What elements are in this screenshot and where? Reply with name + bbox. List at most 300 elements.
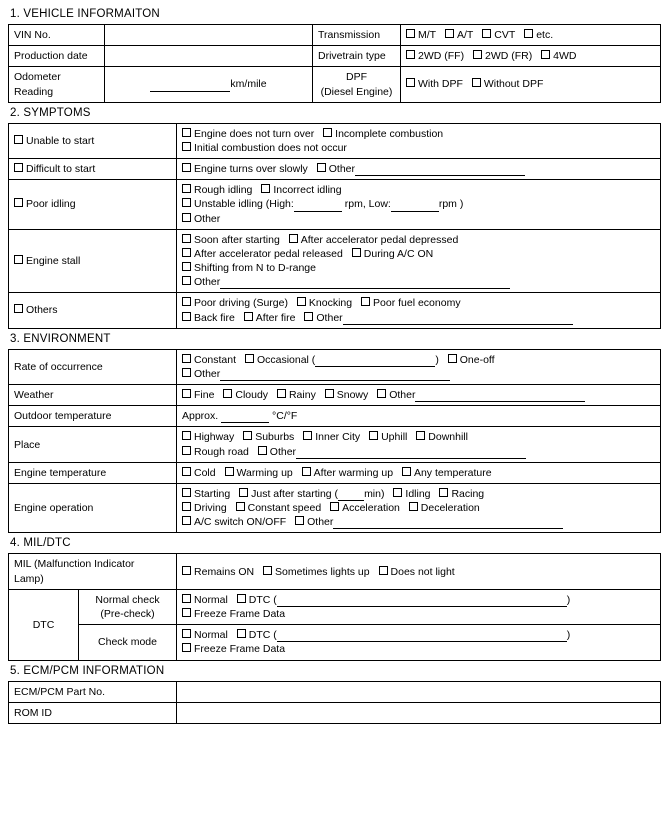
option-label: After fire bbox=[255, 311, 296, 324]
write-in-line[interactable] bbox=[277, 632, 567, 642]
option-label: Freeze Frame Data bbox=[194, 607, 286, 620]
checkbox-icon[interactable] bbox=[182, 629, 191, 638]
checkbox-icon[interactable] bbox=[352, 248, 361, 257]
checkbox-icon[interactable] bbox=[369, 431, 378, 440]
option-label: Rough idling bbox=[194, 184, 253, 197]
option-label: Shifting from N to D-range bbox=[194, 262, 316, 275]
checkbox-icon[interactable] bbox=[182, 608, 191, 617]
checkbox-option[interactable] bbox=[182, 212, 220, 226]
checkbox-option[interactable] bbox=[182, 607, 285, 621]
checkbox-icon[interactable] bbox=[182, 488, 191, 497]
checkbox-icon[interactable] bbox=[182, 262, 191, 271]
write-in-line[interactable] bbox=[338, 491, 364, 501]
checkbox-option[interactable] bbox=[473, 49, 532, 63]
option-label: 2WD (FF) bbox=[418, 50, 465, 63]
option-label: Other bbox=[389, 389, 416, 402]
checkbox-option[interactable] bbox=[406, 49, 464, 63]
checkbox-icon[interactable] bbox=[439, 488, 448, 497]
option-label: With DPF bbox=[418, 78, 463, 91]
write-in-line[interactable] bbox=[221, 414, 269, 424]
vehicle-information-table bbox=[8, 24, 661, 103]
symptom-label-text: Unable to start bbox=[26, 134, 95, 147]
checkbox-option[interactable] bbox=[225, 466, 293, 480]
odometer-label-line1: Odometer bbox=[14, 71, 61, 84]
checkbox-icon[interactable] bbox=[182, 276, 191, 285]
option-label: Uphill bbox=[381, 431, 408, 444]
checkbox-icon[interactable] bbox=[325, 389, 334, 398]
table-row bbox=[9, 293, 661, 328]
checkbox-option[interactable] bbox=[182, 353, 236, 367]
checkbox-option[interactable] bbox=[524, 28, 553, 42]
checkbox-icon[interactable] bbox=[448, 354, 457, 363]
checkbox-icon[interactable] bbox=[244, 312, 253, 321]
checkbox-icon[interactable] bbox=[302, 467, 311, 476]
option-label: Occasional ( bbox=[256, 353, 316, 366]
dtc-normal-check-label bbox=[79, 589, 177, 624]
checkbox-icon[interactable] bbox=[406, 78, 415, 87]
mil-label bbox=[9, 554, 177, 589]
option-label-suffix: ) bbox=[435, 353, 439, 366]
checkbox-option[interactable] bbox=[409, 501, 480, 515]
option-label: Just after starting ( bbox=[251, 487, 339, 500]
dtc-check-mode-options[interactable] bbox=[177, 625, 661, 660]
checkbox-icon[interactable] bbox=[182, 431, 191, 440]
option-label: M/T bbox=[418, 29, 437, 41]
option-label: Inner City bbox=[315, 431, 361, 444]
option-label: Other bbox=[194, 367, 221, 380]
option-label: Cold bbox=[194, 466, 216, 479]
option-label: Constant bbox=[194, 353, 237, 366]
checkbox-icon[interactable] bbox=[379, 566, 388, 575]
option-label: 2WD (FR) bbox=[485, 50, 533, 63]
symptom-label-engine-stall bbox=[9, 229, 177, 293]
checkbox-option[interactable] bbox=[393, 487, 430, 501]
option-label: etc. bbox=[536, 29, 554, 41]
vin-label: VIN No. bbox=[9, 25, 105, 46]
checkbox-option[interactable] bbox=[295, 515, 563, 529]
checkbox-option[interactable] bbox=[182, 466, 216, 480]
checkbox-icon[interactable] bbox=[182, 213, 191, 222]
section-1-title: 1. VEHICLE INFORMAITON bbox=[10, 8, 160, 20]
symptom-options-poor-idling[interactable] bbox=[177, 180, 661, 230]
checkbox-icon[interactable] bbox=[482, 29, 491, 38]
checkbox-option[interactable] bbox=[182, 565, 254, 579]
option-label: CVT bbox=[494, 29, 516, 41]
checkbox-option[interactable] bbox=[182, 487, 230, 501]
option-label: Normal bbox=[194, 593, 228, 606]
checkbox-icon[interactable] bbox=[182, 198, 191, 207]
option-label: Snowy bbox=[336, 389, 369, 402]
checkbox-option[interactable] bbox=[244, 311, 296, 325]
odometer-value-field[interactable] bbox=[105, 67, 313, 102]
checkbox-icon[interactable] bbox=[223, 389, 232, 398]
checkbox-option[interactable] bbox=[237, 628, 571, 642]
approx-label: Approx. bbox=[182, 410, 219, 423]
checkbox-icon[interactable] bbox=[472, 78, 481, 87]
table-row bbox=[9, 589, 661, 624]
checkbox-icon[interactable] bbox=[182, 297, 191, 306]
dpf-label bbox=[313, 67, 401, 102]
table-row bbox=[9, 483, 661, 533]
checkbox-icon[interactable] bbox=[182, 502, 191, 511]
option-label: Other bbox=[316, 311, 343, 324]
checkbox-option[interactable] bbox=[182, 593, 228, 607]
option-label-suffix: rpm ) bbox=[438, 198, 464, 211]
checkbox-option[interactable] bbox=[182, 261, 316, 275]
checkbox-icon[interactable] bbox=[14, 304, 23, 313]
write-in-line[interactable] bbox=[355, 166, 525, 176]
unstable-idling-option[interactable] bbox=[182, 197, 655, 211]
option-label: Deceleration bbox=[420, 502, 480, 515]
option-label: Constant speed bbox=[247, 502, 322, 515]
option-label: Acceleration bbox=[342, 502, 400, 515]
option-label: After warming up bbox=[313, 466, 394, 479]
option-label: Initial combustion does not occur bbox=[194, 141, 347, 154]
write-in-line[interactable] bbox=[333, 520, 563, 530]
odometer-label-line2: Reading bbox=[14, 85, 54, 98]
checkbox-icon[interactable] bbox=[473, 50, 482, 59]
env-label-weather: Weather bbox=[9, 385, 177, 406]
table-row bbox=[9, 123, 661, 158]
checkbox-icon[interactable] bbox=[14, 255, 23, 264]
option-label: Normal bbox=[194, 629, 228, 642]
checkbox-option[interactable] bbox=[182, 233, 280, 247]
checkbox-option[interactable] bbox=[258, 445, 526, 459]
option-label-suffix: ) bbox=[566, 629, 571, 642]
checkbox-icon[interactable] bbox=[258, 446, 267, 455]
checkbox-option[interactable] bbox=[297, 296, 352, 310]
option-label: Incorrect idling bbox=[273, 184, 342, 197]
drivetrain-label: Drivetrain type bbox=[313, 46, 401, 67]
option-label: Engine turns over slowly bbox=[194, 163, 308, 176]
write-in-line[interactable] bbox=[220, 279, 510, 289]
drivetrain-options[interactable] bbox=[401, 46, 661, 67]
write-in-line[interactable] bbox=[391, 202, 439, 212]
env-label-place: Place bbox=[9, 427, 177, 462]
checkbox-icon[interactable] bbox=[361, 297, 370, 306]
checkbox-icon[interactable] bbox=[289, 234, 298, 243]
option-label: Poor fuel economy bbox=[373, 297, 461, 310]
option-label: Poor driving (Surge) bbox=[194, 297, 288, 310]
checkbox-icon[interactable] bbox=[182, 163, 191, 172]
option-label: Racing bbox=[451, 487, 485, 500]
checkbox-icon[interactable] bbox=[402, 467, 411, 476]
section-2-title: 2. SYMPTOMS bbox=[10, 106, 91, 119]
checkbox-option[interactable] bbox=[223, 388, 268, 402]
option-label: Other bbox=[328, 163, 355, 176]
option-label: A/C switch ON/OFF bbox=[194, 516, 287, 529]
checkbox-option[interactable] bbox=[361, 296, 461, 310]
checkbox-option[interactable] bbox=[317, 162, 525, 176]
checkbox-icon[interactable] bbox=[416, 431, 425, 440]
checkbox-option[interactable] bbox=[541, 49, 576, 63]
write-in-line[interactable] bbox=[343, 315, 573, 325]
checkbox-icon[interactable] bbox=[237, 594, 246, 603]
checkbox-icon[interactable] bbox=[297, 297, 306, 306]
write-in-line[interactable] bbox=[315, 357, 435, 367]
symptom-label-text: Difficult to start bbox=[26, 163, 96, 176]
checkbox-option[interactable] bbox=[182, 247, 343, 261]
checkbox-option[interactable] bbox=[377, 388, 585, 402]
checkbox-option[interactable] bbox=[182, 183, 252, 197]
section-4-title: 4. MIL/DTC bbox=[10, 537, 71, 550]
production-date-value-field[interactable] bbox=[105, 46, 313, 67]
option-label: DTC ( bbox=[248, 629, 277, 642]
option-label: 4WD bbox=[553, 50, 577, 63]
checkbox-icon[interactable] bbox=[524, 29, 533, 38]
checkbox-option[interactable] bbox=[182, 296, 288, 310]
option-label: Warming up bbox=[236, 466, 293, 479]
odometer-write-in-line[interactable] bbox=[150, 82, 230, 92]
ecm-pcm-information-table bbox=[8, 681, 661, 724]
symptom-options-difficult-to-start[interactable] bbox=[177, 159, 661, 180]
checkbox-option[interactable] bbox=[182, 275, 655, 289]
temperature-unit-label: °C/°F bbox=[272, 410, 298, 423]
checkbox-option[interactable] bbox=[304, 311, 572, 325]
checkbox-option[interactable] bbox=[352, 247, 433, 261]
checkbox-icon[interactable] bbox=[182, 248, 191, 257]
symptom-label-unable-to-start bbox=[9, 123, 177, 158]
checkbox-option[interactable] bbox=[182, 388, 214, 402]
option-label: Other bbox=[194, 276, 221, 289]
checkbox-option[interactable] bbox=[277, 388, 316, 402]
env-label-outdoor-temperature: Outdoor temperature bbox=[9, 406, 177, 427]
mil-dtc-table bbox=[8, 553, 661, 660]
checkbox-icon[interactable] bbox=[182, 312, 191, 321]
symptom-options-engine-stall[interactable] bbox=[177, 229, 661, 293]
option-label-mid: rpm, Low: bbox=[344, 198, 391, 211]
dpf-label-line2: (Diesel Engine) bbox=[320, 85, 393, 98]
checkbox-icon[interactable] bbox=[377, 389, 386, 398]
write-in-line[interactable] bbox=[415, 392, 585, 402]
odometer-unit-label: km/mile bbox=[230, 78, 267, 91]
table-row bbox=[9, 702, 661, 723]
option-label: Incomplete combustion bbox=[335, 127, 444, 140]
mil-options[interactable] bbox=[177, 554, 661, 589]
env-options-weather[interactable] bbox=[177, 385, 661, 406]
checkbox-icon[interactable] bbox=[182, 446, 191, 455]
checkbox-icon[interactable] bbox=[182, 184, 191, 193]
env-options-rate-of-occurrence[interactable] bbox=[177, 349, 661, 384]
option-label: After accelerator pedal released bbox=[194, 247, 343, 260]
table-row bbox=[9, 462, 661, 483]
checkbox-option[interactable] bbox=[323, 127, 443, 141]
checkbox-icon[interactable] bbox=[323, 128, 332, 137]
option-label: Any temperature bbox=[413, 466, 492, 479]
rom-id-value-field[interactable] bbox=[177, 702, 661, 723]
checkbox-icon[interactable] bbox=[14, 135, 23, 144]
table-row bbox=[9, 159, 661, 180]
checkbox-option[interactable] bbox=[239, 487, 384, 501]
checkbox-icon[interactable] bbox=[303, 431, 312, 440]
checkbox-icon[interactable] bbox=[245, 354, 254, 363]
environment-table bbox=[8, 349, 661, 534]
checkbox-icon[interactable] bbox=[225, 467, 234, 476]
rom-id-label: ROM ID bbox=[9, 702, 177, 723]
option-label: Rainy bbox=[288, 389, 316, 402]
checkbox-icon[interactable] bbox=[14, 163, 23, 172]
option-label: Suburbs bbox=[255, 431, 295, 444]
option-label: One-off bbox=[459, 353, 495, 366]
checkbox-option[interactable] bbox=[182, 445, 249, 459]
checkbox-option[interactable] bbox=[182, 515, 286, 529]
table-row bbox=[9, 180, 661, 230]
env-label-engine-temperature: Engine temperature bbox=[9, 462, 177, 483]
checkbox-option[interactable] bbox=[330, 501, 400, 515]
option-label: Idling bbox=[405, 487, 431, 500]
checkbox-option[interactable] bbox=[182, 430, 234, 444]
checkbox-option[interactable] bbox=[369, 430, 407, 444]
option-label-suffix: ) bbox=[566, 593, 571, 606]
option-label: Engine does not turn over bbox=[194, 127, 315, 140]
section-5-title: 5. ECM/PCM INFORMATION bbox=[10, 664, 165, 677]
transmission-options[interactable] bbox=[401, 25, 661, 46]
checkbox-option[interactable] bbox=[182, 311, 235, 325]
table-row bbox=[9, 625, 661, 660]
checkbox-option[interactable] bbox=[472, 77, 544, 91]
checkbox-option[interactable] bbox=[379, 565, 455, 579]
checkbox-icon[interactable] bbox=[445, 29, 454, 38]
symptom-options-others[interactable] bbox=[177, 293, 661, 328]
checkbox-icon[interactable] bbox=[182, 516, 191, 525]
write-in-line[interactable] bbox=[220, 371, 450, 381]
option-label: Other bbox=[307, 516, 334, 529]
option-label: Driving bbox=[194, 502, 227, 515]
checkbox-icon[interactable] bbox=[237, 629, 246, 638]
checkbox-option[interactable] bbox=[182, 162, 308, 176]
checkbox-icon[interactable] bbox=[277, 389, 286, 398]
symptom-label-poor-idling bbox=[9, 180, 177, 230]
checkbox-option[interactable] bbox=[261, 183, 341, 197]
checkbox-option[interactable] bbox=[406, 77, 463, 91]
checkbox-icon[interactable] bbox=[406, 50, 415, 59]
dpf-options[interactable] bbox=[401, 67, 661, 102]
option-label: Unstable idling (High: bbox=[194, 198, 294, 211]
checkbox-icon[interactable] bbox=[182, 234, 191, 243]
checkbox-option[interactable] bbox=[303, 430, 360, 444]
checkbox-option[interactable] bbox=[448, 353, 495, 367]
checkbox-option[interactable] bbox=[289, 233, 459, 247]
checkbox-icon[interactable] bbox=[541, 50, 550, 59]
checkbox-option[interactable] bbox=[237, 593, 571, 607]
checkbox-icon[interactable] bbox=[182, 467, 191, 476]
checkbox-icon[interactable] bbox=[182, 128, 191, 137]
checkbox-icon[interactable] bbox=[239, 488, 248, 497]
option-label: Soon after starting bbox=[194, 233, 280, 246]
checkbox-option[interactable] bbox=[263, 565, 370, 579]
checkbox-option[interactable] bbox=[325, 388, 369, 402]
table-row bbox=[9, 385, 661, 406]
odometer-label bbox=[9, 67, 105, 102]
checkbox-option[interactable] bbox=[182, 127, 314, 141]
checkbox-option[interactable] bbox=[482, 28, 515, 42]
checkbox-option[interactable] bbox=[182, 367, 655, 381]
table-row bbox=[9, 229, 661, 293]
option-label: Knocking bbox=[308, 297, 353, 310]
checkbox-icon[interactable] bbox=[182, 594, 191, 603]
dpf-label-line1: DPF bbox=[346, 71, 367, 84]
checkbox-icon[interactable] bbox=[182, 389, 191, 398]
option-label: After accelerator pedal depressed bbox=[300, 233, 459, 246]
write-in-line[interactable] bbox=[296, 449, 526, 459]
symptom-label-text: Others bbox=[26, 304, 58, 317]
ecm-part-no-value-field[interactable] bbox=[177, 681, 661, 702]
checkbox-option[interactable] bbox=[236, 501, 322, 515]
checkbox-option[interactable] bbox=[302, 466, 393, 480]
dtc-check-mode-label: Check mode bbox=[79, 625, 177, 660]
checkbox-icon[interactable] bbox=[182, 368, 191, 377]
env-options-place[interactable] bbox=[177, 427, 661, 462]
option-label: Remains ON bbox=[194, 565, 255, 578]
vin-value-field[interactable] bbox=[105, 25, 313, 46]
checkbox-option[interactable] bbox=[416, 430, 468, 444]
checkbox-icon[interactable] bbox=[182, 354, 191, 363]
env-label-engine-operation: Engine operation bbox=[9, 483, 177, 533]
checkbox-icon[interactable] bbox=[182, 566, 191, 575]
checkbox-icon[interactable] bbox=[182, 142, 191, 151]
dtc-label: DTC bbox=[9, 589, 79, 660]
write-in-line[interactable] bbox=[294, 202, 342, 212]
option-label: Back fire bbox=[194, 311, 235, 324]
checkbox-option[interactable] bbox=[445, 28, 473, 42]
checkbox-icon[interactable] bbox=[393, 488, 402, 497]
checkbox-icon[interactable] bbox=[295, 516, 304, 525]
checkbox-icon[interactable] bbox=[243, 431, 252, 440]
option-label: Other bbox=[269, 445, 297, 458]
production-date-label: Production date bbox=[9, 46, 105, 67]
symptom-label-others bbox=[9, 293, 177, 328]
checkbox-option[interactable] bbox=[182, 501, 227, 515]
env-options-engine-operation[interactable] bbox=[177, 483, 661, 533]
checkbox-icon[interactable] bbox=[236, 502, 245, 511]
symptom-label-text: Poor idling bbox=[26, 198, 76, 211]
mil-label-line1: MIL (Malfunction Indicator bbox=[14, 558, 135, 571]
mil-label-line2: Lamp) bbox=[14, 572, 44, 585]
table-row bbox=[9, 406, 661, 427]
option-label: Other bbox=[194, 212, 221, 225]
checkbox-option[interactable] bbox=[245, 353, 439, 367]
checkbox-option[interactable] bbox=[243, 430, 294, 444]
option-label: Freeze Frame Data bbox=[194, 643, 286, 656]
checkbox-option[interactable] bbox=[182, 141, 347, 155]
option-label: Highway bbox=[194, 431, 235, 444]
checkbox-option[interactable] bbox=[402, 466, 492, 480]
checkbox-icon[interactable] bbox=[409, 502, 418, 511]
dtc-normal-check-options[interactable] bbox=[177, 589, 661, 624]
option-label: Downhill bbox=[428, 431, 468, 444]
section-3-title: 3. ENVIRONMENT bbox=[10, 332, 111, 345]
option-label: Sometimes lights up bbox=[275, 565, 370, 578]
env-value-outdoor-temperature[interactable] bbox=[177, 406, 661, 427]
checkbox-option[interactable] bbox=[182, 628, 228, 642]
checkbox-icon[interactable] bbox=[317, 163, 326, 172]
write-in-line[interactable] bbox=[277, 597, 567, 607]
checkbox-icon[interactable] bbox=[406, 29, 415, 38]
checkbox-icon[interactable] bbox=[14, 198, 23, 207]
option-label: Fine bbox=[194, 389, 215, 402]
symptom-options-unable-to-start[interactable] bbox=[177, 123, 661, 158]
option-label: Starting bbox=[194, 487, 231, 500]
checkbox-icon[interactable] bbox=[261, 184, 270, 193]
checkbox-icon[interactable] bbox=[330, 502, 339, 511]
checkbox-option[interactable] bbox=[182, 642, 285, 656]
checkbox-icon[interactable] bbox=[182, 643, 191, 652]
checkbox-icon[interactable] bbox=[263, 566, 272, 575]
checkbox-option[interactable] bbox=[439, 487, 484, 501]
checkbox-option[interactable] bbox=[406, 28, 436, 42]
env-options-engine-temperature[interactable] bbox=[177, 462, 661, 483]
checkbox-icon[interactable] bbox=[304, 312, 313, 321]
